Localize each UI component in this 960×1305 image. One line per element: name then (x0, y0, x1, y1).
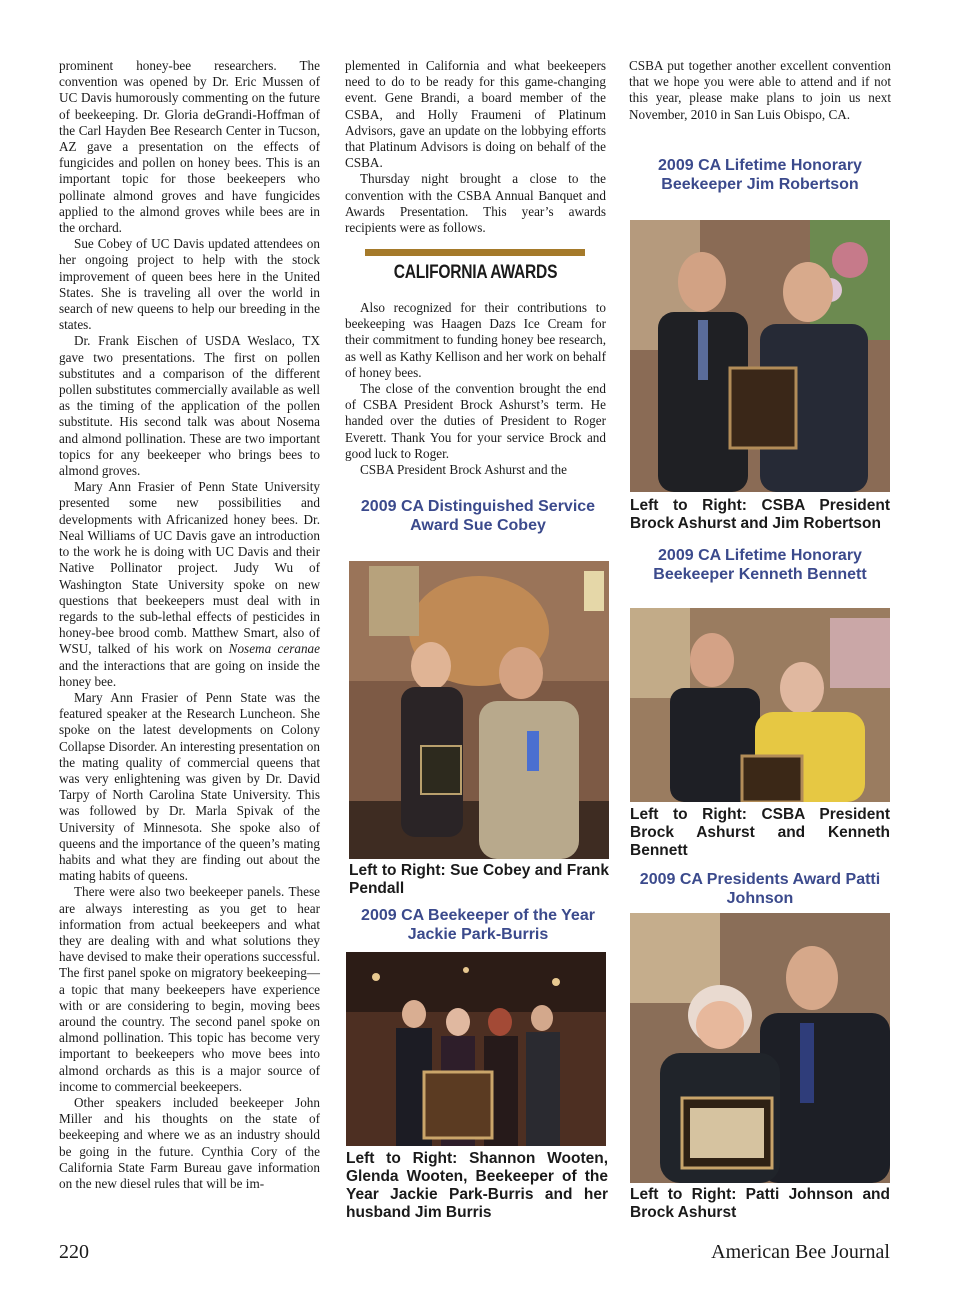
award-title-jim-robertson: 2009 CA Lifetime Honorary Beekeeper Jim Robertson (658, 157, 862, 193)
award-photo-jackie-park-burris (346, 952, 606, 1146)
caption-jim-robertson: Left to Right: CSBA President Brock Ashurst and Jim Robertson (630, 497, 890, 532)
caption-kenneth-bennett: Left to Right: CSBA President Brock Ashurst and Kenneth Bennett (630, 806, 890, 859)
paragraph: Thursday night brought a close to the convention with the CSBA Annual Banquet and Awards Presentation. This year’s awards recipients were as follows. (345, 171, 606, 236)
section-divider-bar (365, 249, 585, 256)
page-number: 220 (59, 1241, 89, 1263)
paragraph: plemented in California and what beekeepers need to do to be ready for this game-changing event. Gene Brandi, a board member of the CSBA, and Holly Fraumeni of Platinum Advisors, gave an update on the lobbying efforts that Platinum Advisors is doing on behalf of the CSBA. (345, 58, 606, 171)
caption-sue-cobey: Left to Right: Sue Cobey and Frank Pendall (349, 862, 609, 897)
award-title-kenneth-bennett: 2009 CA Lifetime Honorary Beekeeper Kenneth Bennett (653, 547, 867, 583)
paragraph (59, 479, 320, 690)
paragraph: Also recognized for their contributions to beekeeping was Haagen Dazs Ice Cream for their commitment to funding honey bee research, as well as Kathy Kellison and her work on behalf of honey bees. (345, 300, 606, 380)
paragraph: Mary Ann Frasier of Penn State was the featured speaker at the Research Luncheon. She spoke on the latest developments on Colony Collapse Disorder. An interesting presentation on the mating quality of commercial queens that was very enlightening was given by Dr. David Tarpy of North Carolina State University. This was followed by Dr. Marla Spivak of the University of Minnesota. She spoke also of queens and the importance of the queen’s mating habits and what they are finding out about the mating habits of queens. (59, 689, 320, 884)
award-title-jackie-park-burris: 2009 CA Beekeeper of the Year Jackie Park-Burris (361, 907, 595, 943)
paragraph: The close of the convention brought the end of CSBA President Brock Ashurst’s term. He handed over the duties of President to Roger Everett. Thank You for your service Brock and good luck to Roger. (345, 381, 606, 461)
article-column-3 (629, 58, 891, 123)
paragraph: prominent honey-bee researchers. The convention was opened by Dr. Eric Mussen of UC Davis humorously commenting on the future of beekeeping. Dr. Gloria deGrandi-Hoffman of the Carl Hayden Bee Research Center in Tucson, AZ gave a presentation on the effects of fungicides and pollen on honey bees. This is an important topic for those beekeepers who pollinate almond groves and have fungicides applied to the almond groves while bees are in the orchard. (59, 58, 320, 236)
award-photo-sue-cobey (349, 561, 609, 859)
article-column-2-continued (345, 300, 606, 478)
article-column-2 (345, 58, 606, 236)
paragraph: There were also two beekeeper panels. These are always interesting as you get to hear information from actual beekeepers and what they are dealing with and what solutions they have devised to make their operations successful. The first panel spoke on migratory beekeeping—a topic that many beekeepers have experience with or are considering to begin, moving bees around the country. The second panel spoke on almond pollination. This topic has become very important to beekeepers who move bees into almond orchards as this is a major source of income to commercial beekeepers. (59, 884, 320, 1094)
section-heading: CALIFORNIA AWARDS (393, 262, 558, 283)
paragraph: CSBA President Brock Ashurst and the (360, 462, 567, 478)
caption-patti-johnson: Left to Right: Patti Johnson and Brock Ashurst (630, 1186, 890, 1221)
paragraph: Dr. Frank Eischen of USDA Weslaco, TX gave two presentations. The first on pollen substitutes and a comparison of the different pollen substitutes commercially available as well as the timing of the application of the pollen substitute. His second talk was about Nosema and almond pollination. These are two important topics for any beekeeper who brings bees to almond groves. (59, 333, 320, 479)
italic-species-name: Nosema ceranae (228, 641, 320, 657)
award-title-patti-johnson: 2009 CA Presidents Award Patti Johnson (639, 871, 881, 907)
award-photo-kenneth-bennett (630, 608, 890, 802)
caption-jackie-park-burris: Left to Right: Shannon Wooten, Glenda Wooten, Beekeeper of the Year Jackie Park-Burris and her husband Jim Burris (346, 1150, 608, 1221)
paragraph: CSBA put together another excellent convention that we hope you were able to attend and if not this year, please make plans to join us next November, 2010 in San Luis Obispo, CA. (629, 58, 891, 122)
paragraph-text: Mary Ann Frasier of Penn State University presented some new possibilities and developments with Africanized honey bees. Dr. Neal Williams of UC Davis gave an introduction to the work he is doing with UC Davis and their Native Pollinator project. Judy Wu of Washington State University spoke on new questions that beekeepers must deal with in regards to the sub-lethal effects of pesticides in honey-bee brood comb. Matthew Smart, also of WSU, talked of his work on (59, 479, 320, 657)
award-title-sue-cobey: 2009 CA Distinguished Service Award Sue Cobey (360, 498, 596, 534)
article-column-1 (59, 58, 320, 1192)
paragraph: Other speakers included beekeeper John Miller and his thoughts on the state of beekeeping and where we as an industry should be going in the future. Cynthia Cory of the California State Farm Bureau gave information on the new diesel rules that will be im- (59, 1095, 320, 1192)
publication-name: American Bee Journal (711, 1241, 890, 1263)
award-photo-patti-johnson (630, 913, 890, 1183)
paragraph-text: and the interactions that are going on inside the honey bee. (59, 657, 320, 689)
paragraph: Sue Cobey of UC Davis updated attendees on her ongoing project to help with the stock improvement of queen bees here in the United States. She is traveling all over the world in search of new queens to help our breeding in the states. (59, 236, 320, 333)
award-photo-jim-robertson (630, 220, 890, 492)
